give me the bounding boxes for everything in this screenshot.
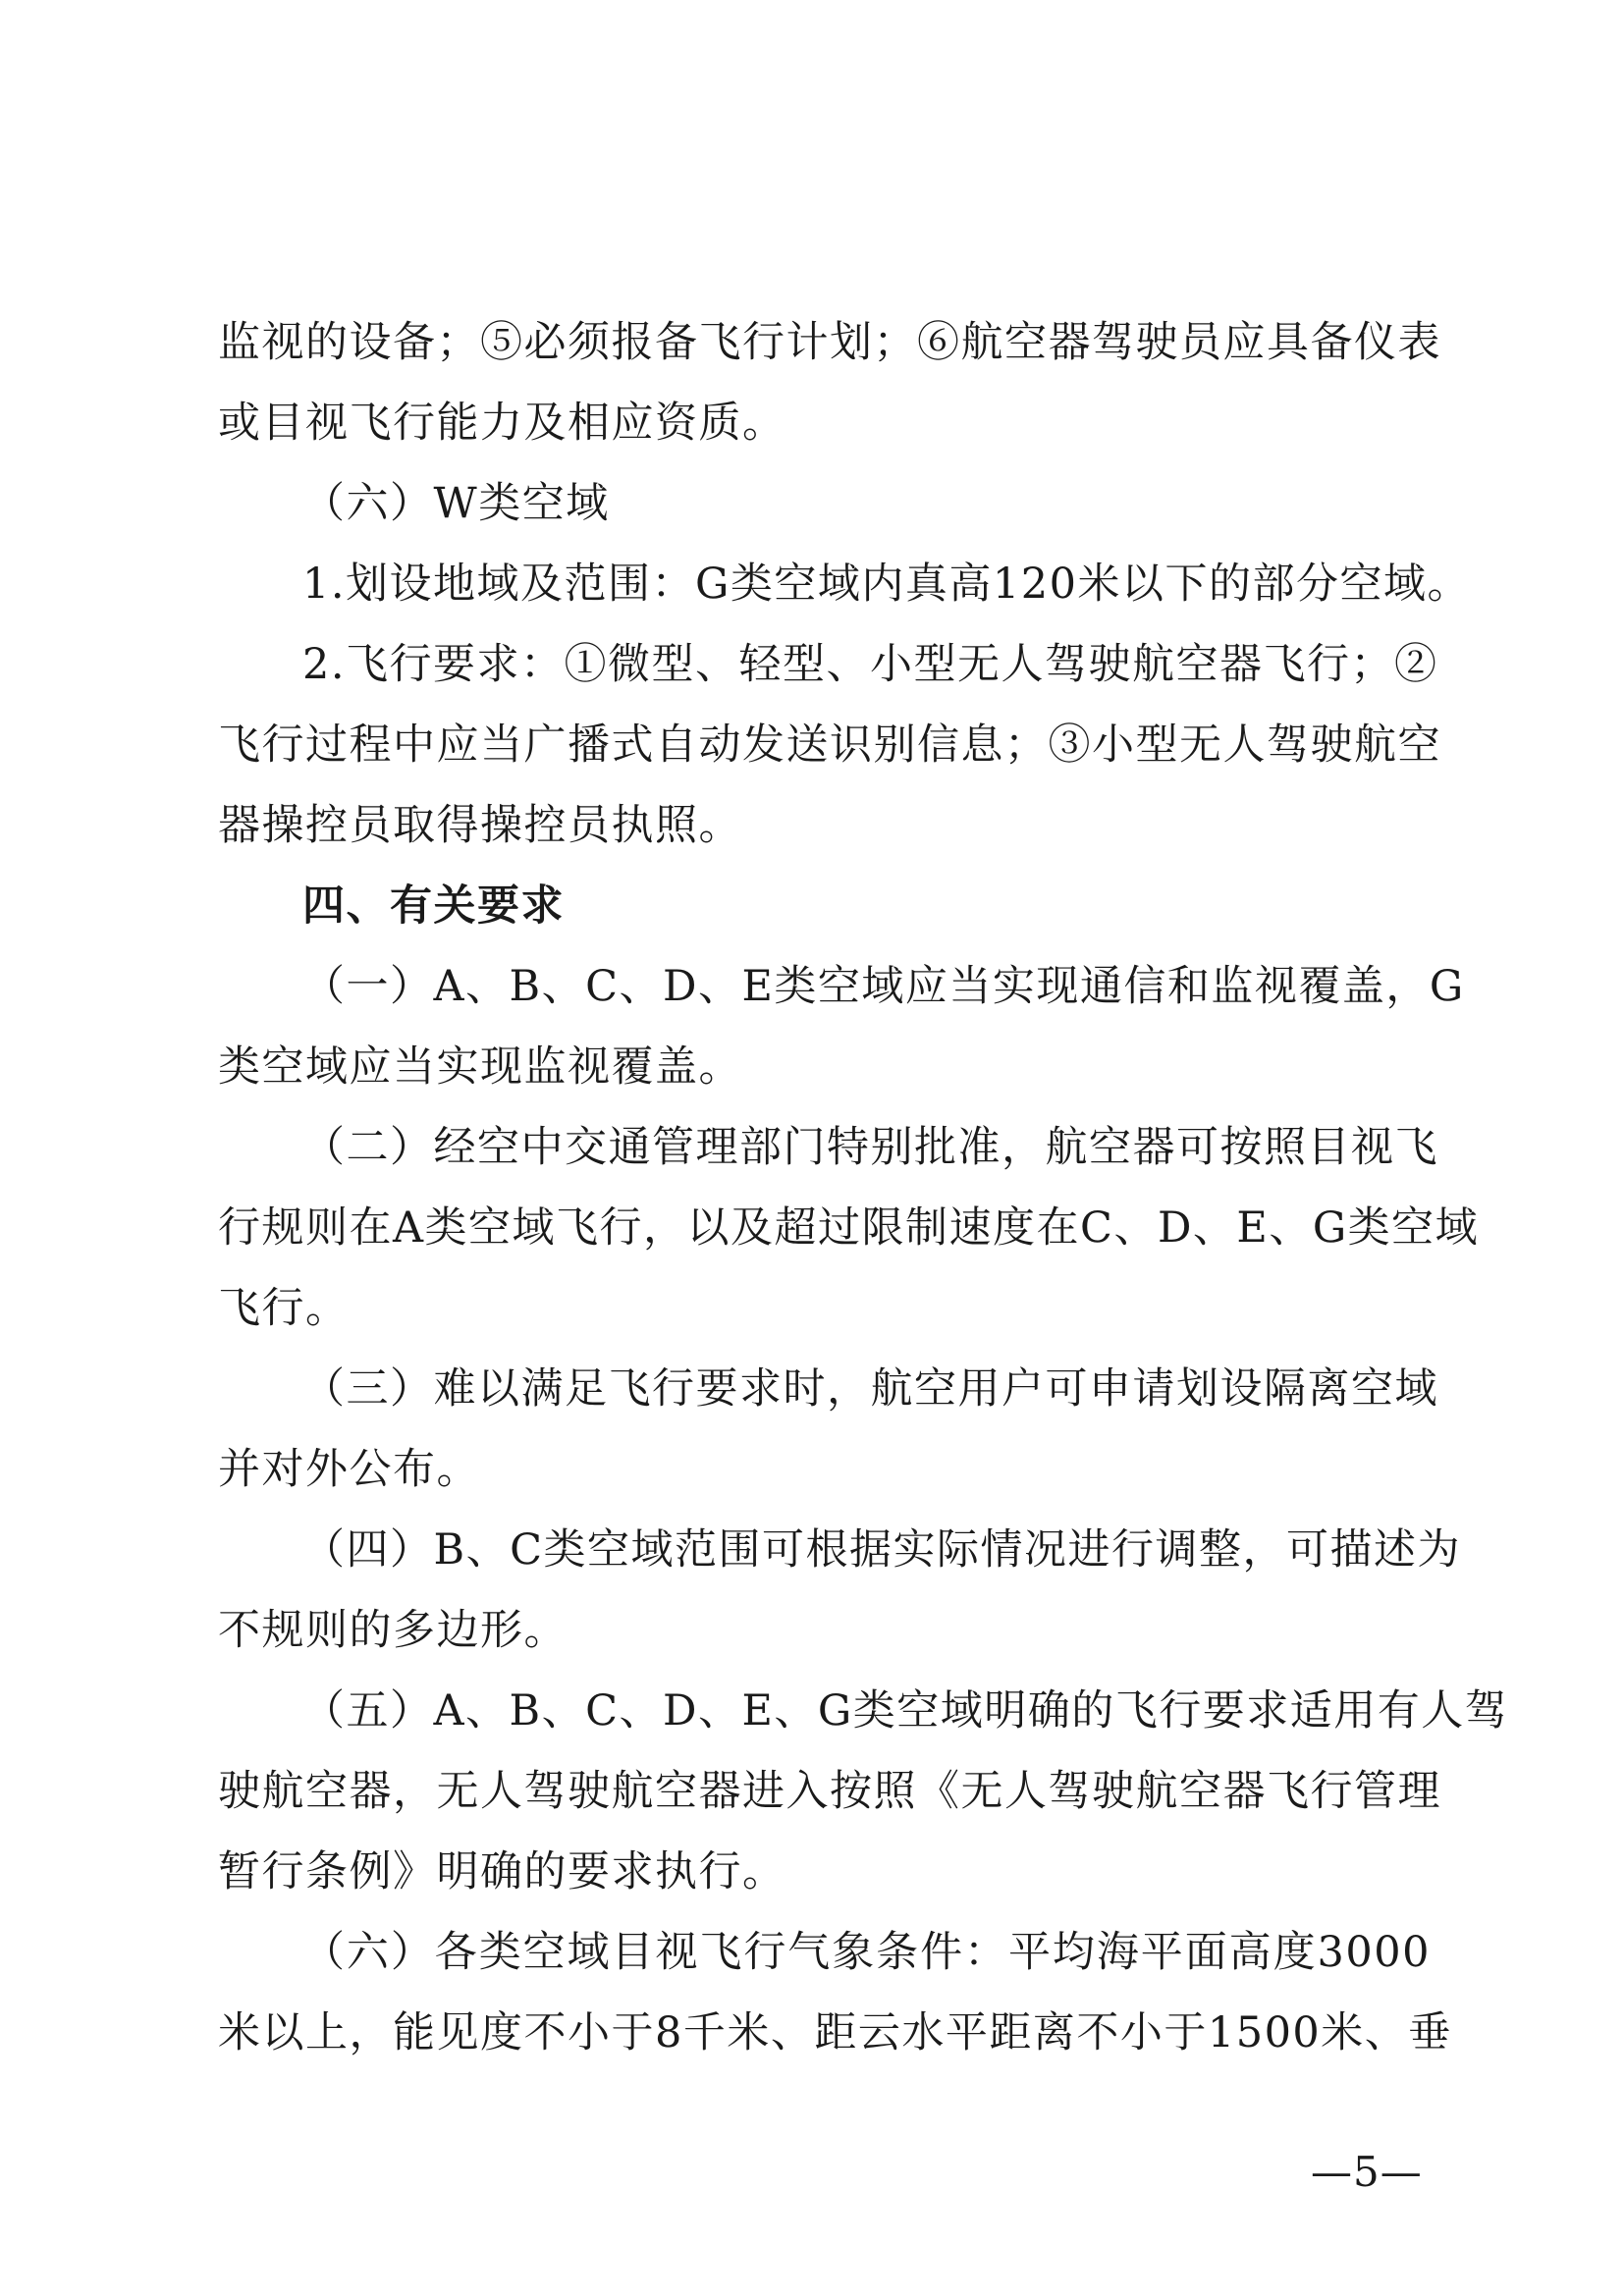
text-line: 行规则在A类空域飞行，以及超过限制速度在C、D、E、G类空域 bbox=[218, 1203, 1480, 1253]
text-line: 2.飞行要求：①微型、轻型、小型无人驾驶航空器飞行；② bbox=[302, 640, 1438, 689]
section-heading: 四、有关要求 bbox=[302, 881, 565, 931]
text-line: （四）B、C类空域范围可根据实际情况进行调整，可描述为 bbox=[302, 1525, 1461, 1575]
document-body bbox=[218, 302, 1509, 2073]
text-line: 或目视飞行能力及相应资质。 bbox=[218, 399, 786, 448]
text-line: 飞行。 bbox=[218, 1284, 350, 1333]
page-number: —5— bbox=[1311, 2148, 1423, 2196]
text-line: 暂行条例》明确的要求执行。 bbox=[218, 1847, 786, 1896]
text-line: 监视的设备；⑤必须报备飞行计划；⑥航空器驾驶员应具备仪表 bbox=[218, 318, 1441, 367]
text-line: 类空域应当实现监视覆盖。 bbox=[218, 1042, 742, 1092]
text-line: （二）经空中交通管理部门特别批准，航空器可按照目视飞 bbox=[302, 1123, 1438, 1172]
text-line: 驶航空器，无人驾驶航空器进入按照《无人驾驶航空器飞行管理 bbox=[218, 1767, 1441, 1816]
text-line: 器操控员取得操控员执照。 bbox=[218, 801, 742, 850]
text-line: （五）A、B、C、D、E、G类空域明确的飞行要求适用有人驾 bbox=[302, 1686, 1509, 1735]
text-line: （六）各类空域目视飞行气象条件：平均海平面高度3000 bbox=[302, 1928, 1431, 1977]
text-line: 飞行过程中应当广播式自动发送识别信息；③小型无人驾驶航空 bbox=[218, 721, 1441, 770]
text-line: 不规则的多边形。 bbox=[218, 1606, 568, 1655]
subsection-heading: （六）W类空域 bbox=[302, 479, 610, 528]
text-line: （三）难以满足飞行要求时，航空用户可申请划设隔离空域 bbox=[302, 1364, 1438, 1414]
text-line: 米以上，能见度不小于8千米、距云水平距离不小于1500米、垂 bbox=[218, 2008, 1452, 2057]
text-line: 1.划设地域及范围：G类空域内真高120米以下的部分空域。 bbox=[302, 560, 1471, 609]
text-line: （一）A、B、C、D、E类空域应当实现通信和监视覆盖，G bbox=[302, 962, 1465, 1011]
text-line: 并对外公布。 bbox=[218, 1445, 480, 1494]
